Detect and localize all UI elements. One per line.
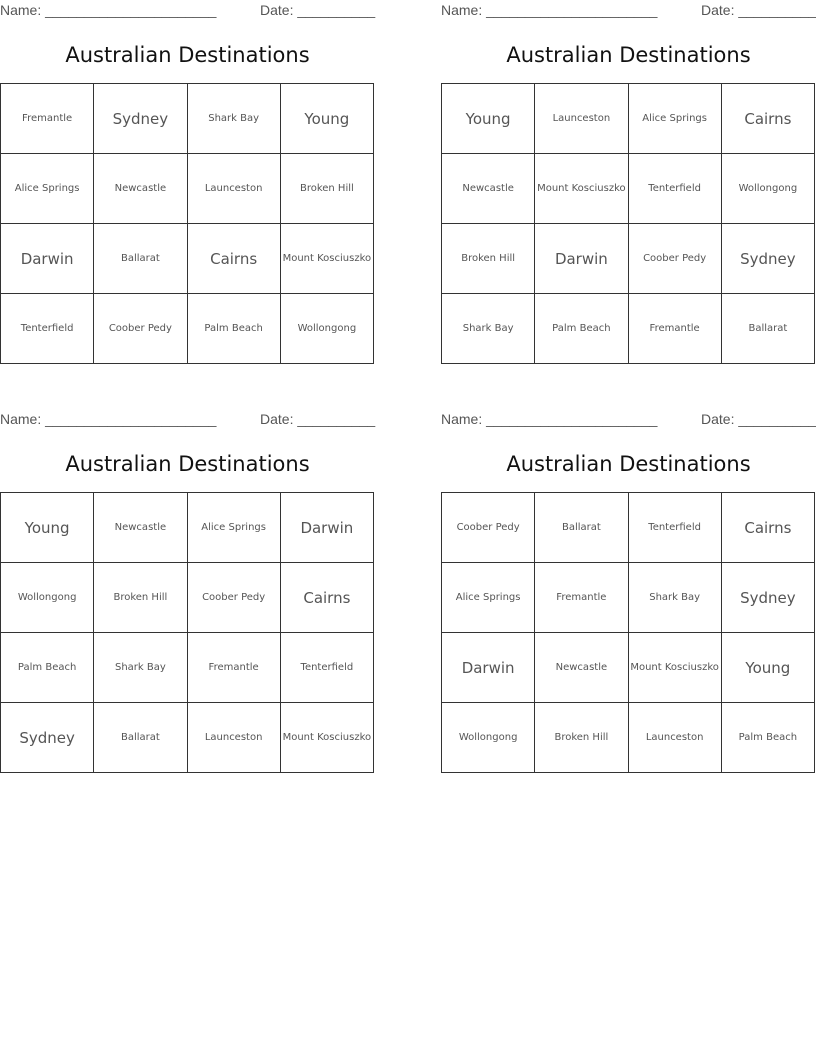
grid-row: [442, 154, 815, 224]
grid-cell: Broken Hill: [535, 703, 628, 773]
grid-cell: Darwin: [280, 493, 373, 563]
grid-cell: Shark Bay: [442, 294, 535, 364]
name-label: Name: ______________________: [441, 2, 658, 18]
grid-cell: Mount Kosciuszko: [280, 224, 373, 294]
grid-cell: Newcastle: [442, 154, 535, 224]
grid-cell: Mount Kosciuszko: [280, 703, 373, 773]
card-title: Australian Destinations: [65, 452, 310, 476]
grid-cell: Alice Springs: [628, 84, 721, 154]
grid-cell: Sydney: [1, 703, 94, 773]
date-label: Date: __________: [260, 2, 376, 18]
card-title: Australian Destinations: [506, 452, 751, 476]
grid-cell: Cairns: [280, 563, 373, 633]
name-label: Name: ______________________: [0, 2, 217, 18]
grid-cell: Broken Hill: [94, 563, 187, 633]
grid-row: [1, 224, 374, 294]
grid-cell: Darwin: [1, 224, 94, 294]
grid-cell: Newcastle: [94, 493, 187, 563]
grid-row: [442, 84, 815, 154]
grid-cell: Coober Pedy: [628, 224, 721, 294]
grid-cell: Young: [1, 493, 94, 563]
grid-cell: Fremantle: [1, 84, 94, 154]
grid-cell: Launceston: [628, 703, 721, 773]
grid-cell: Broken Hill: [442, 224, 535, 294]
grid-row: [1, 84, 374, 154]
grid-cell: Shark Bay: [94, 633, 187, 703]
grid-cell: Wollongong: [1, 563, 94, 633]
grid-row: [1, 493, 374, 563]
grid-cell: Young: [442, 84, 535, 154]
card-header: [0, 409, 376, 429]
grid-row: [442, 493, 815, 563]
grid-cell: Fremantle: [628, 294, 721, 364]
grid-cell: Shark Bay: [187, 84, 280, 154]
grid-cell: Mount Kosciuszko: [628, 633, 721, 703]
grid-row: [442, 703, 815, 773]
grid-cell: Sydney: [721, 563, 814, 633]
grid-cell: Wollongong: [721, 154, 814, 224]
name-label: Name: ______________________: [441, 411, 658, 427]
grid-cell: Darwin: [535, 224, 628, 294]
grid-row: [442, 294, 815, 364]
card-title: Australian Destinations: [65, 43, 310, 67]
grid-cell: Palm Beach: [721, 703, 814, 773]
card-header: [441, 0, 816, 20]
grid-cell: Wollongong: [442, 703, 535, 773]
grid-cell: Tenterfield: [628, 154, 721, 224]
grid-cell: Palm Beach: [535, 294, 628, 364]
grid-cell: Coober Pedy: [94, 294, 187, 364]
grid-cell: Broken Hill: [280, 154, 373, 224]
grid-cell: Alice Springs: [442, 563, 535, 633]
grid-row: [1, 563, 374, 633]
grid-cell: Newcastle: [94, 154, 187, 224]
bingo-grid: [0, 492, 374, 773]
date-label: Date: __________: [701, 411, 816, 427]
grid-cell: Cairns: [187, 224, 280, 294]
grid-cell: Palm Beach: [1, 633, 94, 703]
grid-cell: Wollongong: [280, 294, 373, 364]
grid-cell: Young: [721, 633, 814, 703]
card-header: [0, 0, 376, 20]
grid-cell: Tenterfield: [1, 294, 94, 364]
grid-cell: Tenterfield: [280, 633, 373, 703]
card-header: [441, 409, 816, 429]
grid-cell: Sydney: [94, 84, 187, 154]
grid-cell: Coober Pedy: [442, 493, 535, 563]
grid-cell: Cairns: [721, 493, 814, 563]
grid-cell: Launceston: [187, 154, 280, 224]
grid-row: [1, 703, 374, 773]
date-label: Date: __________: [260, 411, 376, 427]
grid-cell: Launceston: [535, 84, 628, 154]
grid-cell: Ballarat: [94, 224, 187, 294]
grid-cell: Alice Springs: [187, 493, 280, 563]
bingo-grid: [441, 492, 815, 773]
grid-cell: Fremantle: [187, 633, 280, 703]
bingo-grid: [441, 83, 815, 364]
grid-cell: Sydney: [721, 224, 814, 294]
grid-cell: Launceston: [187, 703, 280, 773]
grid-cell: Ballarat: [94, 703, 187, 773]
grid-cell: Cairns: [721, 84, 814, 154]
grid-cell: Darwin: [442, 633, 535, 703]
grid-cell: Mount Kosciuszko: [535, 154, 628, 224]
grid-cell: Fremantle: [535, 563, 628, 633]
grid-cell: Shark Bay: [628, 563, 721, 633]
grid-cell: Ballarat: [535, 493, 628, 563]
grid-cell: Coober Pedy: [187, 563, 280, 633]
grid-row: [442, 563, 815, 633]
grid-row: [442, 633, 815, 703]
grid-cell: Young: [280, 84, 373, 154]
grid-cell: Ballarat: [721, 294, 814, 364]
grid-row: [1, 294, 374, 364]
grid-cell: Newcastle: [535, 633, 628, 703]
grid-row: [1, 154, 374, 224]
grid-row: [442, 224, 815, 294]
bingo-grid: [0, 83, 374, 364]
grid-row: [1, 633, 374, 703]
date-label: Date: __________: [701, 2, 816, 18]
grid-cell: Alice Springs: [1, 154, 94, 224]
grid-cell: Tenterfield: [628, 493, 721, 563]
grid-cell: Palm Beach: [187, 294, 280, 364]
name-label: Name: ______________________: [0, 411, 217, 427]
card-title: Australian Destinations: [506, 43, 751, 67]
